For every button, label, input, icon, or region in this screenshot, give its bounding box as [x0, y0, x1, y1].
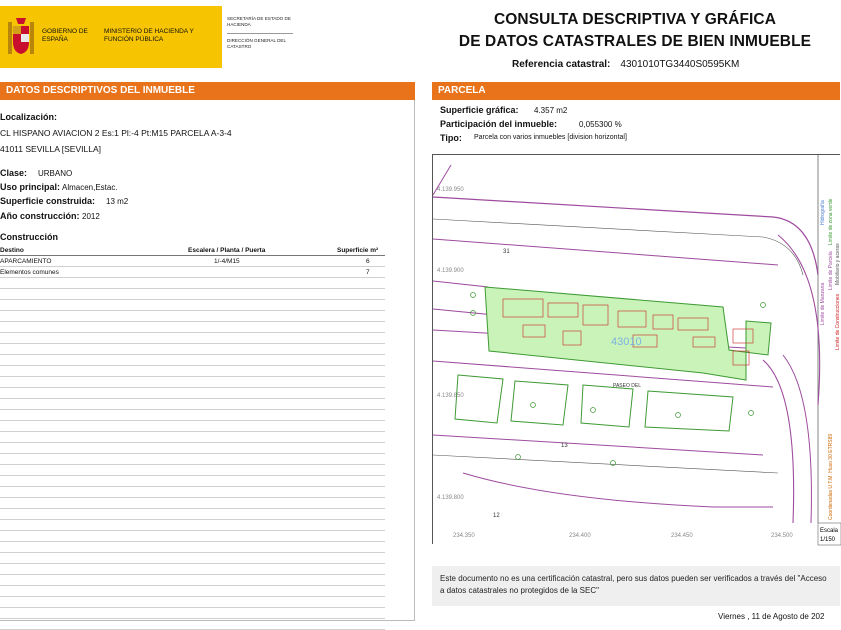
ano-label: Año construcción:: [0, 211, 80, 221]
secretaria-name: SECRETARÍA DE ESTADO DE HACIENDA: [227, 16, 291, 27]
legend-item: Limite de Parcela: [828, 251, 834, 290]
table-row-empty: [0, 410, 385, 421]
table-row-empty: [0, 377, 385, 388]
uso-label: Uso principal:: [0, 182, 61, 192]
table-row-empty: [0, 553, 385, 564]
direccion-name: DIRECCIÓN GENERAL DEL CATASTRO: [227, 38, 286, 49]
tipo-label: Tipo:: [440, 133, 462, 143]
street-label: PASEO DEL: [613, 383, 641, 389]
header-destino: Destino: [0, 247, 24, 254]
table-row-empty: [0, 597, 385, 608]
table-row-empty: [0, 520, 385, 531]
block-label: 12: [493, 513, 500, 519]
table-row-empty: [0, 586, 385, 597]
parcel-number: 43010: [611, 336, 642, 348]
participacion-label: Participación del inmueble:: [440, 119, 558, 129]
address-line-1: CL HISPANO AVIACION 2 Es:1 Pl:-4 Pt:M15 PARCELA A-3-4: [0, 128, 232, 138]
section-bar-datos: DATOS DESCRIPTIVOS DEL INMUEBLE: [0, 82, 415, 100]
superficie-value: 13 m2: [106, 197, 129, 206]
table-row-empty: [0, 608, 385, 619]
header-superficie: Superficie m²: [337, 247, 379, 254]
gobierno-logo: [0, 6, 222, 68]
legend-item: Limite de zona verde: [828, 198, 834, 245]
participacion-value: 0,055300 %: [579, 120, 622, 129]
row-superficie: 6: [366, 258, 370, 265]
table-row: [0, 267, 385, 278]
table-row-empty: [0, 311, 385, 322]
secretaria-block: [227, 16, 297, 50]
table-row-empty: [0, 542, 385, 553]
scale-value: 1/150: [820, 537, 836, 543]
legend-coords: Coordenadas U.T.M. Huso 30 ETRS89: [828, 433, 834, 520]
document-date: Viernes , 11 de Agosto de 202: [718, 612, 825, 621]
cadastral-map: [432, 154, 840, 544]
x-label: 234.450: [671, 533, 693, 539]
table-row-empty: [0, 465, 385, 476]
table-row-empty: [0, 509, 385, 520]
legend-item: Limite de Construcciones: [835, 293, 841, 350]
table-row-empty: [0, 322, 385, 333]
map-svg: [433, 155, 841, 545]
referencia-catastral: [512, 59, 739, 70]
table-row-empty: [0, 366, 385, 377]
row-destino: APARCAMIENTO: [0, 258, 52, 265]
x-label: 234.500: [771, 533, 793, 539]
table-row-empty: [0, 421, 385, 432]
title-line-1: CONSULTA DESCRIPTIVA Y GRÁFICA: [493, 11, 776, 28]
ref-value: 4301010TG3440S0595KM: [620, 59, 740, 70]
y-label: 4.139.800: [437, 495, 464, 501]
y-label: 4.139.850: [437, 393, 464, 399]
coat-of-arms-icon: [6, 16, 36, 60]
table-row-empty: [0, 300, 385, 311]
table-row-empty: [0, 333, 385, 344]
sup-grafica-label: Superficie gráfica:: [440, 105, 519, 115]
legend-item: Mobiliario y aceras: [835, 243, 841, 285]
table-header: [0, 246, 385, 256]
construccion-label: Construcción: [0, 232, 59, 242]
x-label: 234.350: [453, 533, 475, 539]
row-superficie: 7: [366, 269, 370, 276]
ministry-name: MINISTERIO DE HACIENDA Y FUNCIÓN PÚBLICA: [104, 28, 194, 43]
superficie-label: Superficie construida:: [0, 196, 96, 206]
tipo-value: Parcela con varios inmuebles [division horizontal]: [474, 134, 627, 141]
document-title: [430, 9, 840, 53]
panel-datos-descriptivos: [0, 100, 415, 621]
table-row-empty: [0, 399, 385, 410]
table-row-empty: [0, 454, 385, 465]
block-label: 31: [503, 249, 510, 255]
table-row-empty: [0, 289, 385, 300]
row-escalera: 1/-4/M15: [214, 258, 240, 265]
legend-item: Hidrografía: [820, 200, 826, 225]
header-escalera: Escalera / Planta / Puerta: [188, 247, 266, 254]
clase-value: URBANO: [38, 169, 73, 178]
localizacion-label: Localización:: [0, 112, 58, 122]
table-row: [0, 256, 385, 267]
table-row-empty: [0, 443, 385, 454]
sup-grafica-value: 4.357 m2: [534, 106, 568, 115]
table-row-empty: [0, 487, 385, 498]
table-row-empty: [0, 619, 385, 630]
block-label: 13: [561, 443, 568, 449]
table-row-empty: [0, 388, 385, 399]
gobierno-name: GOBIERNO DE ESPAÑA: [42, 28, 88, 43]
divider: [227, 33, 293, 34]
y-label: 4.139.950: [437, 187, 464, 193]
row-destino: Elementos comunes: [0, 269, 59, 276]
address-line-2: 41011 SEVILLA [SEVILLA]: [0, 144, 101, 154]
table-row-empty: [0, 498, 385, 509]
table-row-empty: [0, 564, 385, 575]
table-row-empty: [0, 278, 385, 289]
y-label: 4.139.900: [437, 268, 464, 274]
uso-value: Almacen,Estac.: [62, 183, 118, 192]
scale-label: Escala: [820, 528, 839, 534]
x-label: 234.400: [569, 533, 591, 539]
clase-label: Clase:: [0, 168, 28, 178]
table-row-empty: [0, 476, 385, 487]
ano-value: 2012: [82, 212, 100, 221]
table-row-empty: [0, 575, 385, 586]
notice-text: Este documento no es una certificación catastral, pero sus datos pueden ser verificados a través del "Acceso a datos catastrales no protegidos de la SEC": [432, 566, 840, 606]
table-row-empty: [0, 531, 385, 542]
section-bar-parcela: PARCELA: [432, 82, 840, 100]
construccion-table: [0, 246, 385, 630]
ref-label: Referencia catastral:: [512, 59, 611, 70]
table-row-empty: [0, 432, 385, 443]
title-line-2: DE DATOS CATASTRALES DE BIEN INMUEBLE: [458, 33, 812, 50]
legend-item: Limite de Manzana: [820, 282, 826, 325]
table-row-empty: [0, 344, 385, 355]
table-row-empty: [0, 355, 385, 366]
